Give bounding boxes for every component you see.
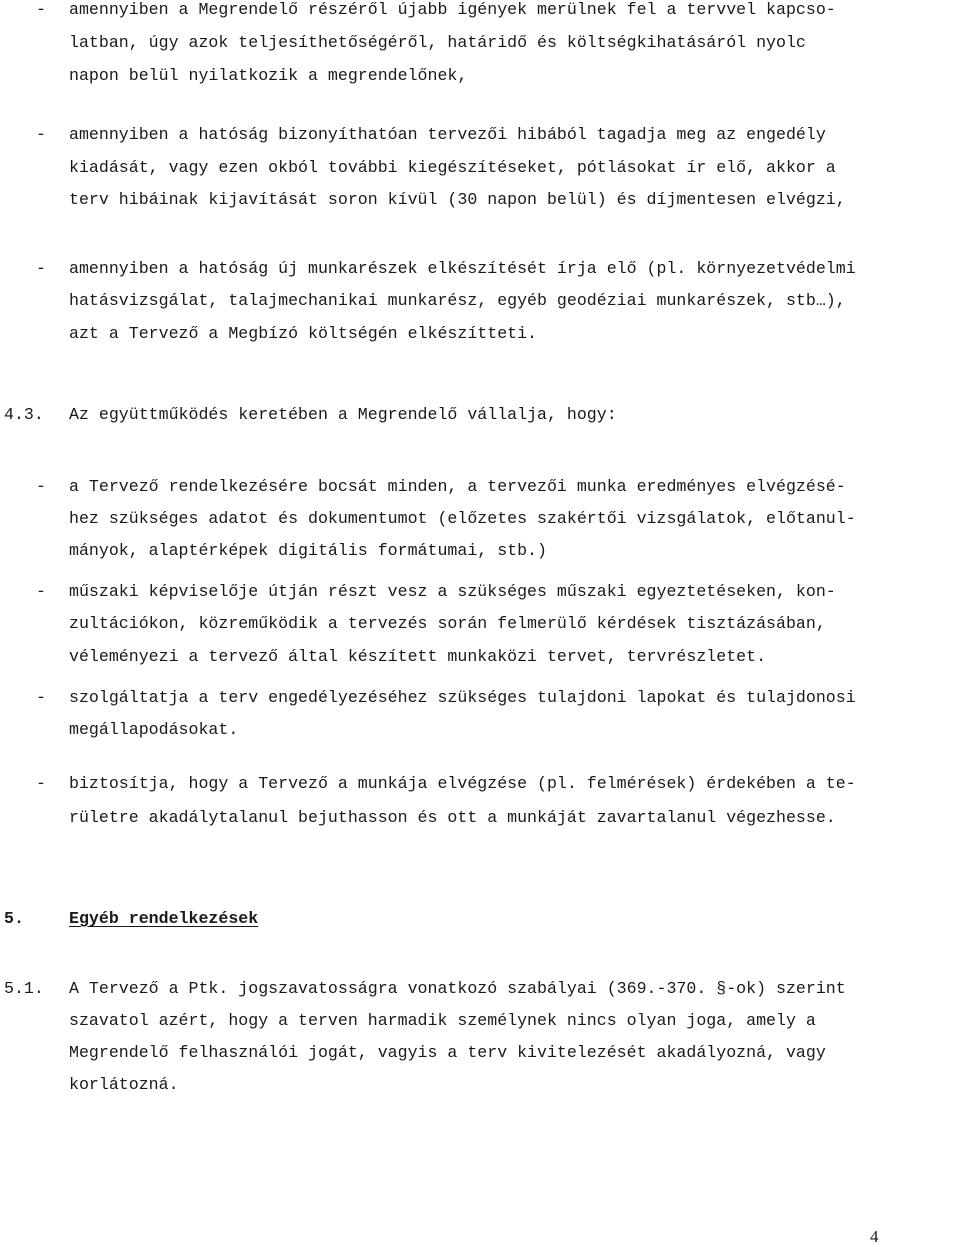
bullet-text-line: terv hibáinak kijavítását soron kívül (30 napon belül) és díjmentesen elvégzi, — [69, 190, 846, 209]
bullet-text-line: napon belül nyilatkozik a megrendelőnek, — [69, 66, 468, 85]
bullet-text-line: azt a Tervező a Megbízó költségén elkészítteti. — [69, 324, 538, 343]
bullet-dash: - — [36, 774, 46, 793]
bullet-dash: - — [36, 688, 46, 707]
bullet-text-line: amennyiben a Megrendelő részéről újabb igények merülnek fel a tervvel kapcso- — [69, 0, 836, 19]
paragraph-line: A Tervező a Ptk. jogszavatosságra vonatkozó szabályai (369.-370. §-ok) szerint — [69, 979, 846, 998]
bullet-text-line: latban, úgy azok teljesíthetőségéről, határidő és költségkihatásáról nyolc — [69, 33, 806, 52]
bullet-text-line: amennyiben a hatóság új munkarészek elkészítését írja elő (pl. környezetvédelmi — [69, 259, 856, 278]
page-number: 4 — [870, 1227, 879, 1246]
bullet-text-line: amennyiben a hatóság bizonyíthatóan tervezői hibából tagadja meg az engedély — [69, 125, 826, 144]
bullet-text-line: véleményezi a tervező által készített munkaközi tervet, tervrészletet. — [69, 647, 767, 666]
bullet-text-line: hatásvizsgálat, talajmechanikai munkarész, egyéb geodéziai munkarészek, stb…), — [69, 291, 846, 310]
bullet-text-line: rületre akadálytalanul bejuthasson és ott a munkáját zavartalanul végezhesse. — [69, 808, 836, 827]
bullet-dash: - — [36, 125, 46, 144]
bullet-dash: - — [36, 477, 46, 496]
section-intro: Az együttműködés keretében a Megrendelő vállalja, hogy: — [69, 405, 617, 424]
paragraph-line: szavatol azért, hogy a terven harmadik személynek nincs olyan joga, amely a — [69, 1011, 816, 1030]
bullet-text-line: szolgáltatja a terv engedélyezéséhez szükséges tulajdoni lapokat és tulajdonosi — [69, 688, 856, 707]
bullet-text-line: biztosítja, hogy a Tervező a munkája elvégzése (pl. felmérések) érdekében a te- — [69, 774, 856, 793]
bullet-dash: - — [36, 259, 46, 278]
bullet-text-line: a Tervező rendelkezésére bocsát minden, a tervezői munka eredményes elvégzésé- — [69, 477, 846, 496]
bullet-text-line: mányok, alaptérképek digitális formátumai, stb.) — [69, 541, 547, 560]
bullet-text-line: megállapodásokat. — [69, 720, 239, 739]
section-title: Egyéb rendelkezések — [69, 909, 259, 928]
section-number: 5.1. — [4, 979, 44, 998]
bullet-dash: - — [36, 0, 46, 19]
bullet-text-line: zultációkon, közreműködik a tervezés során felmerülő kérdések tisztázásában, — [69, 614, 826, 633]
paragraph-line: korlátozná. — [69, 1075, 179, 1094]
paragraph-line: Megrendelő felhasználói jogát, vagyis a terv kivitelezését akadályozná, vagy — [69, 1043, 826, 1062]
section-number: 4.3. — [4, 405, 44, 424]
bullet-text-line: kiadását, vagy ezen okból további kiegészítéseket, pótlásokat ír elő, akkor a — [69, 158, 836, 177]
bullet-dash: - — [36, 582, 46, 601]
section-number: 5. — [4, 909, 24, 928]
bullet-text-line: műszaki képviselője útján részt vesz a szükséges műszaki egyeztetéseken, kon- — [69, 582, 836, 601]
bullet-text-line: hez szükséges adatot és dokumentumot (előzetes szakértői vizsgálatok, előtanul- — [69, 509, 856, 528]
